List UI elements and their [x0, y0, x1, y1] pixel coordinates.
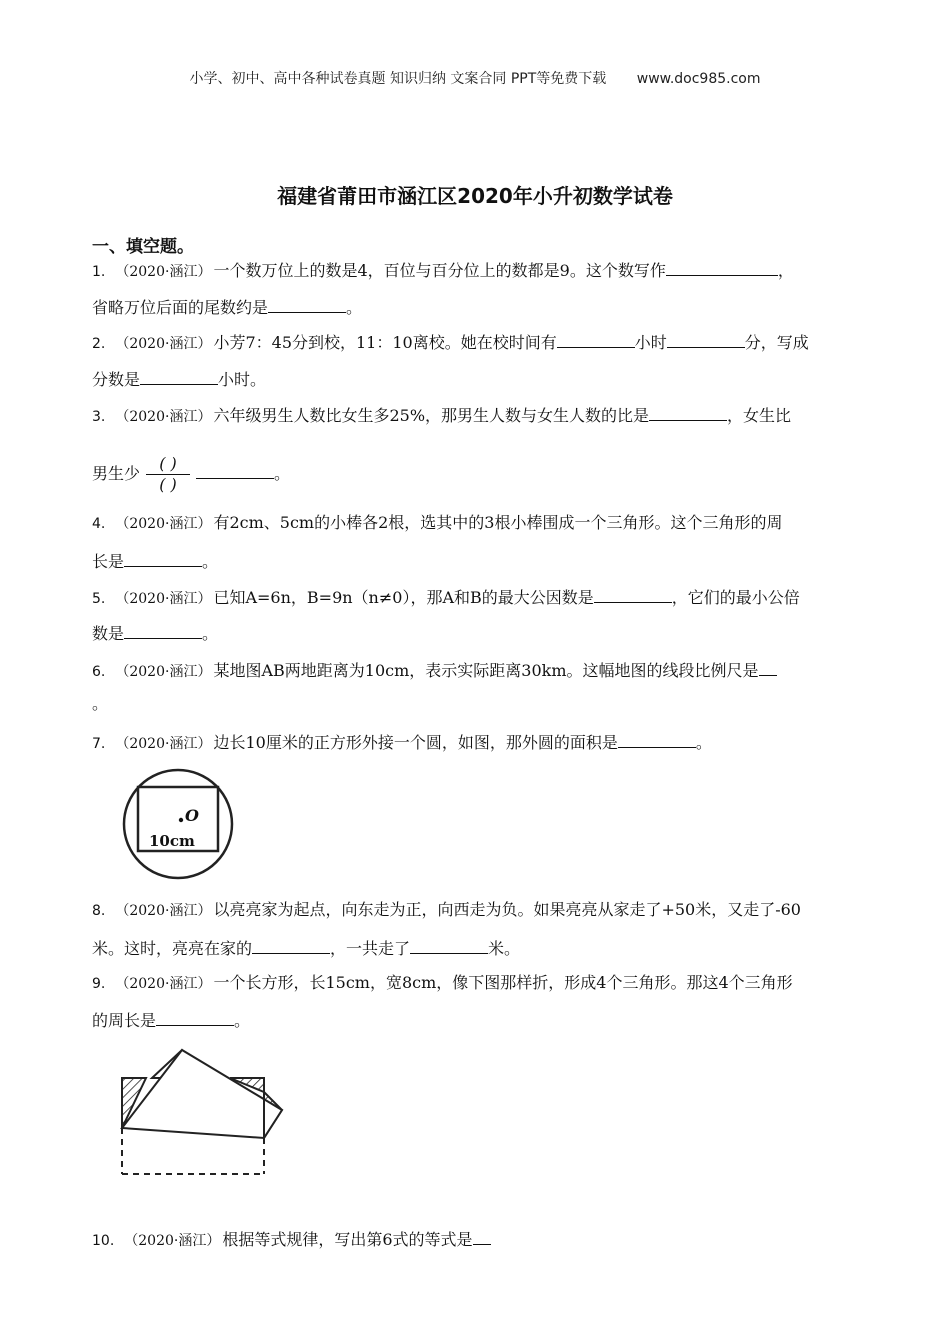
question-number: 7.: [92, 736, 106, 752]
question-number: 3.: [92, 409, 106, 425]
question-6: [92, 657, 862, 684]
question-2: [92, 329, 862, 356]
question-8-cont: [92, 935, 862, 961]
question-text: 一个长方形，长15cm，宽8cm，像下图那样折，形成4个三角形。那这4个三角形: [213, 973, 793, 992]
answer-blank[interactable]: [252, 935, 330, 954]
question-text: 。: [274, 464, 291, 483]
question-7: [92, 729, 862, 756]
question-text: 。: [92, 694, 109, 713]
question-6-cont: [92, 692, 862, 716]
page-title: 福建省莆田市涵江区2020年小升初数学试卷: [277, 184, 673, 208]
answer-blank[interactable]: [618, 729, 696, 748]
question-text: 。: [695, 733, 712, 752]
question-source: （2020·涵江）: [115, 591, 212, 607]
question-number: 1.: [92, 264, 106, 280]
question-number: 2.: [92, 336, 106, 352]
answer-blank[interactable]: [649, 402, 727, 421]
question-source: （2020·涵江）: [115, 736, 212, 752]
question-text: 六年级男生人数比女生多25%，那男生人数与女生人数的比是: [213, 406, 650, 425]
answer-blank[interactable]: [666, 257, 778, 276]
answer-blank[interactable]: [140, 366, 218, 385]
header-site[interactable]: www.doc985.com: [636, 71, 761, 87]
question-text: ，一共走了: [330, 939, 411, 958]
answer-blank[interactable]: [594, 584, 672, 603]
question-5: [92, 584, 862, 611]
question-text: ，女生比: [727, 406, 792, 425]
question-text: 。: [234, 1011, 251, 1030]
question-text: 数是: [92, 624, 125, 643]
question-1-cont: [92, 294, 862, 320]
question-3: [92, 402, 862, 429]
header-text: 小学、初中、高中各种试卷真题 知识归纳 文案合同 PPT等免费下载: [189, 71, 607, 87]
answer-blank[interactable]: [268, 294, 346, 313]
question-text: 。: [202, 624, 219, 643]
question-2-cont: [92, 366, 862, 392]
question-source: （2020·涵江）: [115, 336, 212, 352]
question-4-cont: [92, 548, 862, 574]
circle-square-figure: [118, 764, 238, 884]
question-9: [92, 971, 862, 996]
question-text: 男生少: [92, 464, 141, 483]
question-text: 小时: [634, 333, 667, 352]
question-text: ，: [777, 261, 794, 280]
question-text: 根据等式规律，写出第6式的等式是: [222, 1230, 473, 1249]
fraction-numerator[interactable]: ( ): [159, 454, 177, 473]
question-text: 小时。: [218, 370, 267, 389]
question-text: 有2cm、5cm的小棒各2根，选其中的3根小棒围成一个三角形。这个三角形的周: [213, 513, 783, 532]
question-3-cont: [92, 446, 862, 502]
question-source: （2020·涵江）: [115, 409, 212, 425]
answer-blank[interactable]: [557, 329, 635, 348]
answer-blank[interactable]: [156, 1007, 234, 1026]
answer-blank[interactable]: [667, 329, 745, 348]
question-number: 6.: [92, 664, 106, 680]
question-source: （2020·涵江）: [115, 976, 212, 992]
question-number: 10.: [92, 1233, 115, 1249]
question-source: （2020·涵江）: [124, 1233, 221, 1249]
question-text: 米。: [488, 939, 521, 958]
answer-blank[interactable]: [124, 548, 202, 567]
answer-blank[interactable]: [473, 1226, 491, 1245]
question-5-cont: [92, 620, 862, 646]
fraction: [146, 454, 190, 495]
question-text: 已知A=6n，B=9n（n≠0），那A和B的最大公因数是: [213, 588, 594, 607]
question-text: 的周长是: [92, 1011, 157, 1030]
question-text: 分数是: [92, 370, 141, 389]
question-number: 4.: [92, 516, 106, 532]
question-source: （2020·涵江）: [115, 903, 212, 919]
question-text: 。: [202, 552, 219, 571]
question-text: 。: [346, 298, 363, 317]
question-text: 分，写成: [744, 333, 809, 352]
page-header: [0, 68, 950, 88]
folded-rectangle-figure: [112, 1040, 292, 1180]
question-4: [92, 511, 862, 536]
answer-blank[interactable]: [759, 657, 777, 676]
question-8: [92, 898, 862, 923]
question-text: 某地图AB两地距离为10cm，表示实际距离30km。这幅地图的线段比例尺是: [213, 661, 759, 680]
question-source: （2020·涵江）: [115, 516, 212, 532]
question-9-cont: [92, 1007, 862, 1033]
question-1: [92, 257, 862, 284]
question-number: 5.: [92, 591, 106, 607]
question-text: 以亮亮家为起点，向东走为正，向西走为负。如果亮亮从家走了+50米，又走了-60: [213, 900, 801, 919]
question-number: 8.: [92, 903, 106, 919]
question-text: 长是: [92, 552, 125, 571]
question-text: ，它们的最小公倍: [671, 588, 800, 607]
folded-flap: [122, 1050, 282, 1138]
question-source: （2020·涵江）: [115, 664, 212, 680]
center-dot: [179, 818, 183, 822]
question-text: 边长10厘米的正方形外接一个圆，如图，那外圆的面积是: [213, 733, 618, 752]
question-10: [92, 1226, 862, 1253]
answer-blank[interactable]: [196, 460, 274, 479]
side-label: 10cm: [149, 832, 195, 850]
question-text: 米。这时，亮亮在家的: [92, 939, 253, 958]
question-text: 省略万位后面的尾数约是: [92, 298, 269, 317]
question-source: （2020·涵江）: [115, 264, 212, 280]
question-number: 9.: [92, 976, 106, 992]
answer-blank[interactable]: [410, 935, 488, 954]
question-text: 小芳7：45分到校，11：10离校。她在校时间有: [213, 333, 557, 352]
answer-blank[interactable]: [124, 620, 202, 639]
center-label: O: [185, 806, 199, 825]
fraction-denominator[interactable]: ( ): [159, 475, 177, 494]
question-text: 一个数万位上的数是4，百位与百分位上的数都是9。这个数写作: [213, 261, 666, 280]
section-heading: 一、填空题。: [92, 237, 194, 257]
